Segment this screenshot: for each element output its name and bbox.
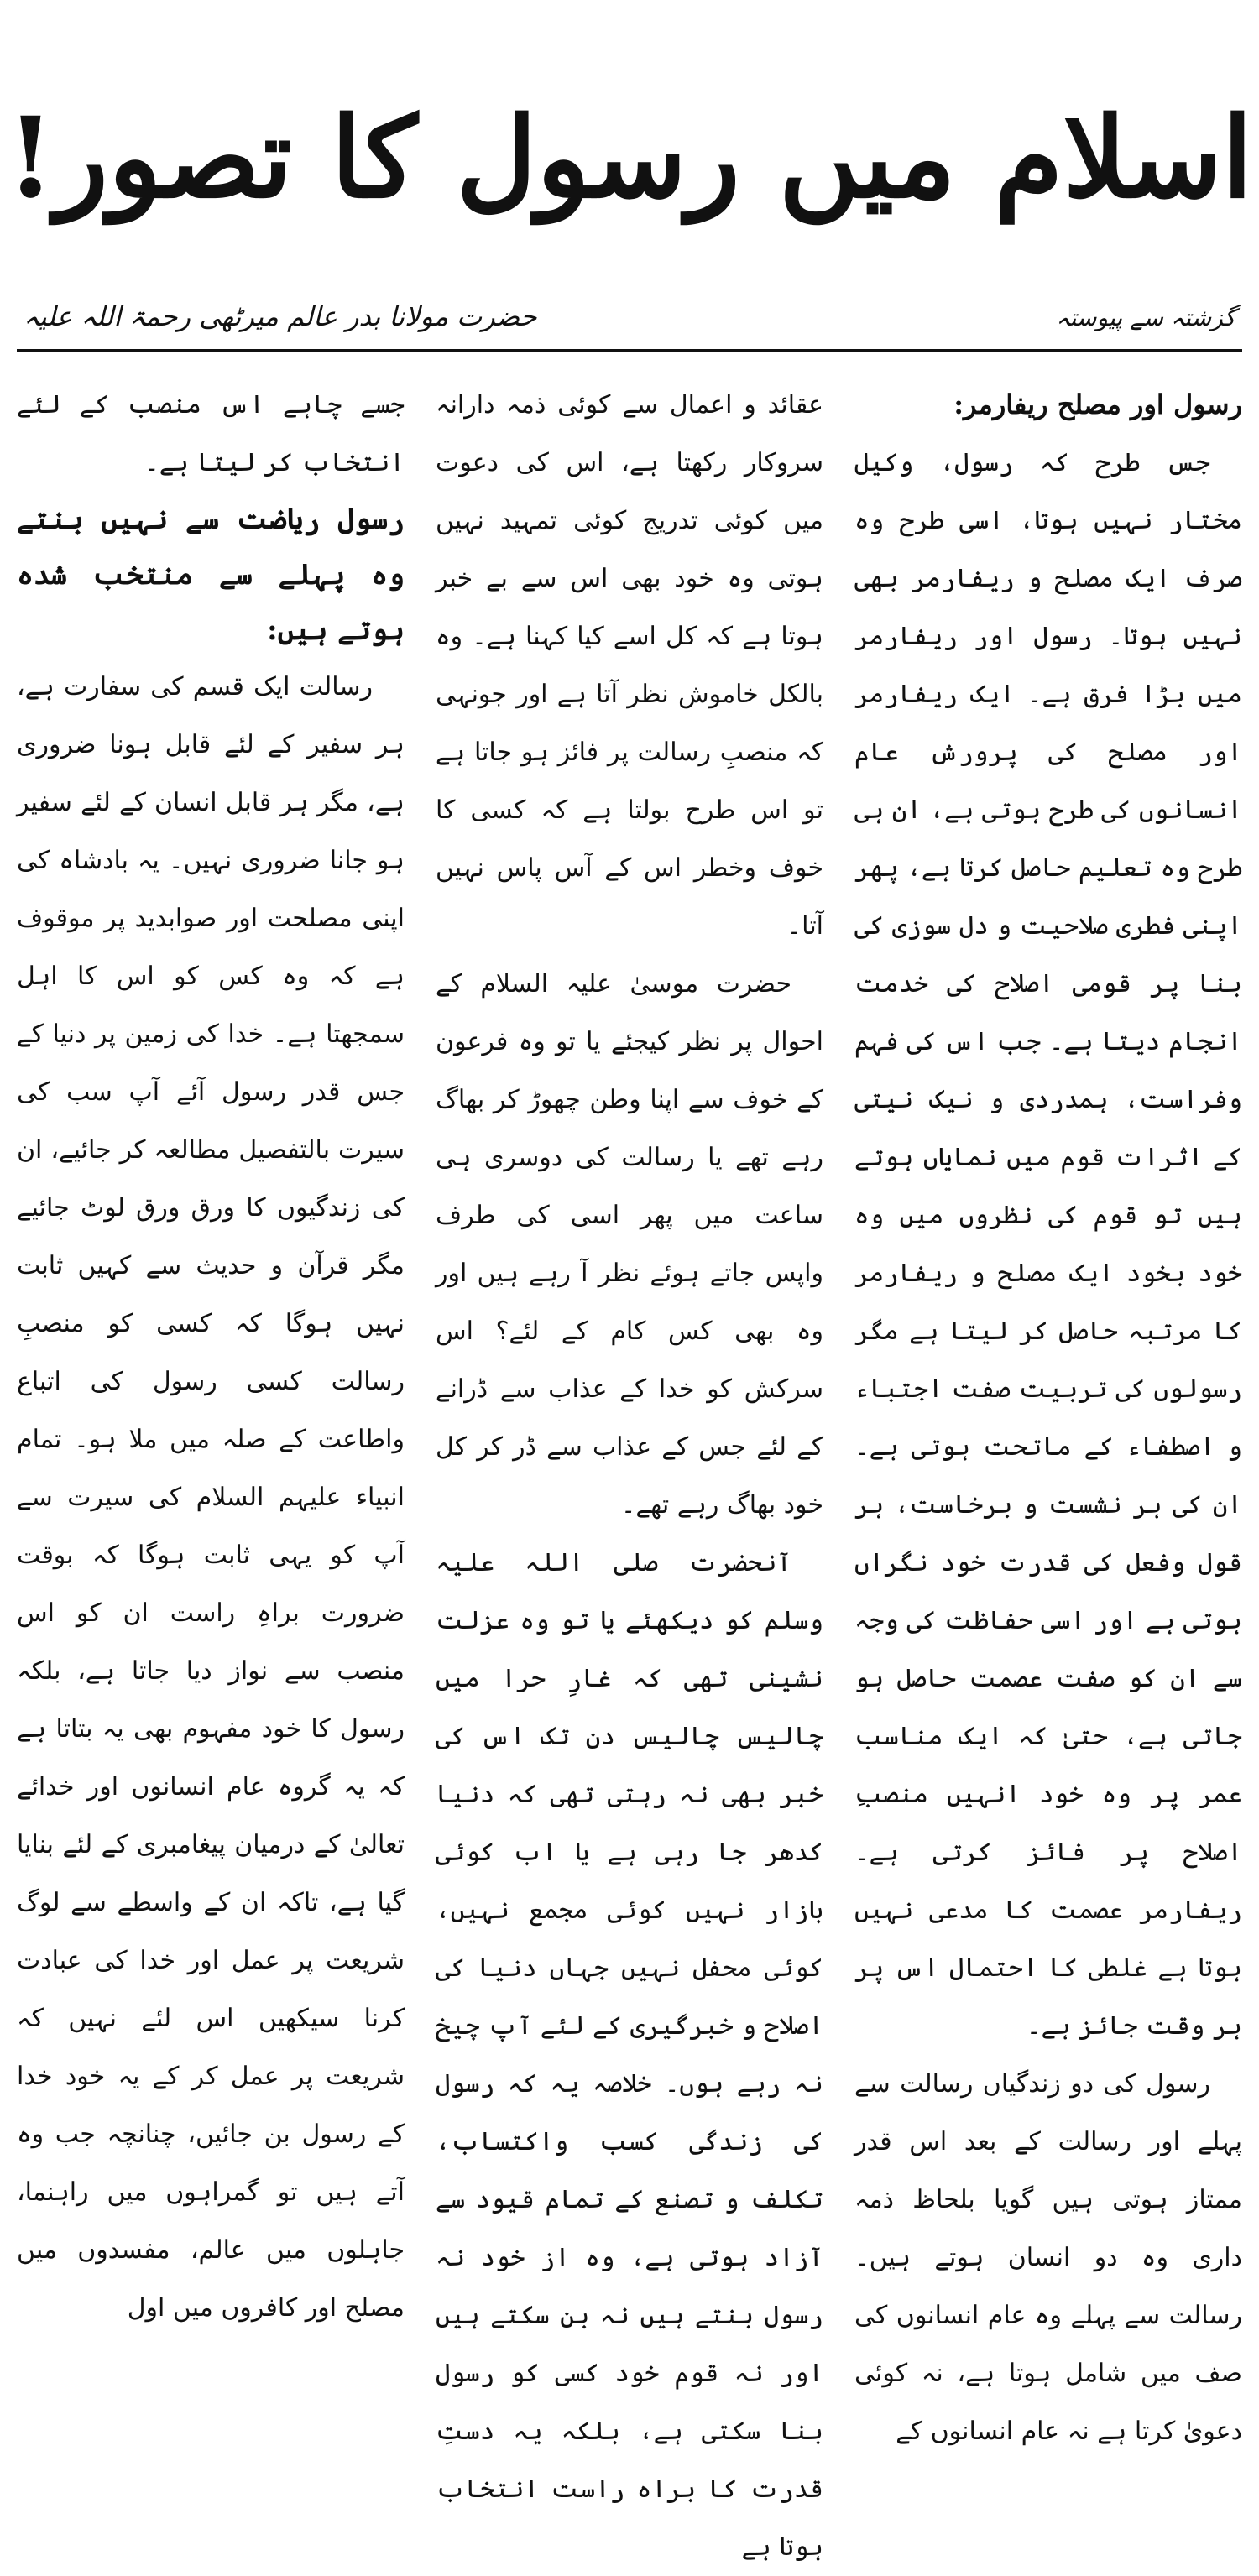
column-left: [17, 376, 405, 2323]
author-name: حضرت مولانا بدر عالم میرٹھی رحمۃ اللہ علیہ: [24, 300, 537, 332]
paragraph: عقائد و اعمال سے کوئی ذمہ دارانہ سروکار رکھتا ہے، اس کی دعوت میں کوئی تدریج کوئی تمہید نہیں ہوتی وہ خود بھی اس سے بے خبر ہوتا ہے کہ کل اسے کیا کہنا ہے۔ وہ بالکل خاموش نظر آتا ہے اور جونہی کہ منصبِ رسالت پر فائز ہو جاتا ہے تو اس طرح بولتا ہے کہ کسی کا خوف وخطر اس کے آس پاس نہیں آتا۔: [436, 390, 823, 941]
column-right: [854, 376, 1242, 2446]
paragraph: حضرت موسیٰ علیہ السلام کے احوال پر نظر کیجئے یا تو وہ فرعون کے خوف سے اپنا وطن چھوڑ کر بھاگ رہے تھے یا رسالت کی دوسری ہی ساعت میں پھر اسی کی طرف واپس جاتے ہوئے نظر آ رہے ہیں اور وہ بھی کس کام کے لئے؟ اس سرکش کو خدا کے عذاب سے ڈرانے کے لئے جس کے عذاب سے ڈر کر کل خود بھاگ رہے تھے۔: [436, 969, 823, 1520]
article-columns: [17, 376, 1242, 2562]
article-title: اسلام میں رسول کا تصور!: [6, 93, 1253, 223]
paragraph: رسول کی دو زندگیاں رسالت سے پہلے اور رسالت کے بعد اس قدر ممتاز ہوتی ہیں گویا بلحاظ ذمہ داری وہ دو انسان ہوتے ہیں۔ رسالت سے پہلے وہ عام انسانوں کی صف میں شامل ہوتا ہے، نہ کوئی دعویٰ کرتا ہے نہ عام انسانوں کے: [854, 2069, 1242, 2446]
section-heading: رسول ریاضت سے نہیں بنتے وہ پہلے سے منتخب شدہ ہوتے ہیں:: [17, 503, 405, 647]
paragraph: جس طرح کہ رسول، وکیل مختار نہیں ہوتا، اسی طرح وہ صرف ایک مصلح و ریفارمر بھی نہیں ہوتا۔ رسول اور ریفارمر میں بڑا فرق ہے۔ ایک ریفارمر اور مصلح کی پرورش عام انسانوں کی طرح ہوتی ہے، ان ہی طرح وہ تعلیم حاصل کرتا ہے، پھر اپنی فطری صلاحیت و دل سوزی کی بنا پر قومی اصلاح کی خدمت انجام دیتا ہے۔ جب اس کی فہم وفراست، ہمدردی و نیک نیتی کے اثرات قوم میں نمایاں ہوتے ہیں تو قوم کی نظروں میں وہ خود بخود ایک مصلح و ریفارمر کا مرتبہ حاصل کر لیتا ہے مگر رسولوں کی تربیت صفت اجتباء و اصطفاء کے ماتحت ہوتی ہے۔ ان کی ہر نشست و برخاست، ہر قول وفعل کی قدرت خود نگراں ہوتی ہے اور اسی حفاظت کی وجہ سے ان کو صفت عصمت حاصل ہو جاتی ہے، حتیٰ کہ ایک مناسب عمر پر وہ خود انہیں منصبِ اصلاح پر فائز کرتی ہے۔ ریفارمر عصمت کا مدعی نہیں ہوتا ہے غلطی کا احتمال اس پر ہر وقت جائز ہے۔: [854, 448, 1242, 2041]
byline-row: [24, 300, 1235, 341]
paragraph: رسالت ایک قسم کی سفارت ہے، ہر سفیر کے لئے قابل ہونا ضروری ہے، مگر ہر قابل انسان کے لئے سفیر ہو جانا ضروری نہیں۔ یہ بادشاہ کی اپنی مصلحت اور صوابدید پر موقوف ہے کہ وہ کس کو اس کا اہل سمجھتا ہے۔ خدا کی زمین پر دنیا کے جس قدر رسول آئے آپ سب کی سیرت بالتفصیل مطالعہ کر جائیے، ان کی زندگیوں کا ورق ورق لوٹ جائیے مگر قرآن و حدیث سے کہیں ثابت نہیں ہوگا کہ کسی کو منصبِ رسالت کسی رسول کی اتباع واطاعت کے صلہ میں ملا ہو۔ تمام انبیاء علیہم السلام کی سیرت سے آپ کو یہی ثابت ہوگا کہ بوقت ضرورت براہِ راست ان کو اس منصب سے نواز دیا جاتا ہے، بلکہ رسول کا خود مفہوم بھی یہ بتاتا ہے کہ یہ گروہ عام انسانوں اور خدائے تعالیٰ کے درمیان پیغامبری کے لئے بنایا گیا ہے، تاکہ ان کے واسطے سے لوگ شریعت پر عمل اور خدا کی عبادت کرنا سیکھیں اس لئے نہیں کہ شریعت پر عمل کر کے یہ خود خدا کے رسول بن جائیں، چنانچہ جب وہ آتے ہیں تو گمراہوں میں راہنما، جاہلوں میں عالم، مفسدوں میں مصلح اور کافروں میں اول: [17, 672, 405, 2323]
column-middle: [436, 376, 823, 2562]
continued-label: گزشتہ سے پیوستہ: [1056, 304, 1235, 331]
paragraph: جسے چاہے اس منصب کے لئے انتخاب کر لیتا ہے۔: [17, 390, 405, 477]
paragraph: آنحضرت صلی اللہ علیہ وسلم کو دیکھئے یا تو وہ عزلت نشینی تھی کہ غارِ حرا میں چالیس چالیس دن تک اس کی خبر بھی نہ رہتی تھی کہ دنیا کدھر جا رہی ہے یا اب کوئی بازار نہیں کوئی مجمع نہیں، کوئی محفل نہیں جہاں دنیا کی اصلاح و خبرگیری کے لئے آپ چیخ نہ رہے ہوں۔ خلاصہ یہ کہ رسول کی زندگی کسب واکتساب، تکلف و تصنع کے تمام قیود سے آزاد ہوتی ہے، وہ از خود نہ رسول بنتے ہیں نہ بن سکتے ہیں اور نہ قوم خود کسی کو رسول بنا سکتی ہے، بلکہ یہ دستِ قدرت کا براہ راست انتخاب ہوتا ہے: [436, 1548, 823, 2562]
section-heading: رسول اور مصلح ریفارمر:: [953, 388, 1242, 420]
header-divider: [17, 349, 1242, 352]
